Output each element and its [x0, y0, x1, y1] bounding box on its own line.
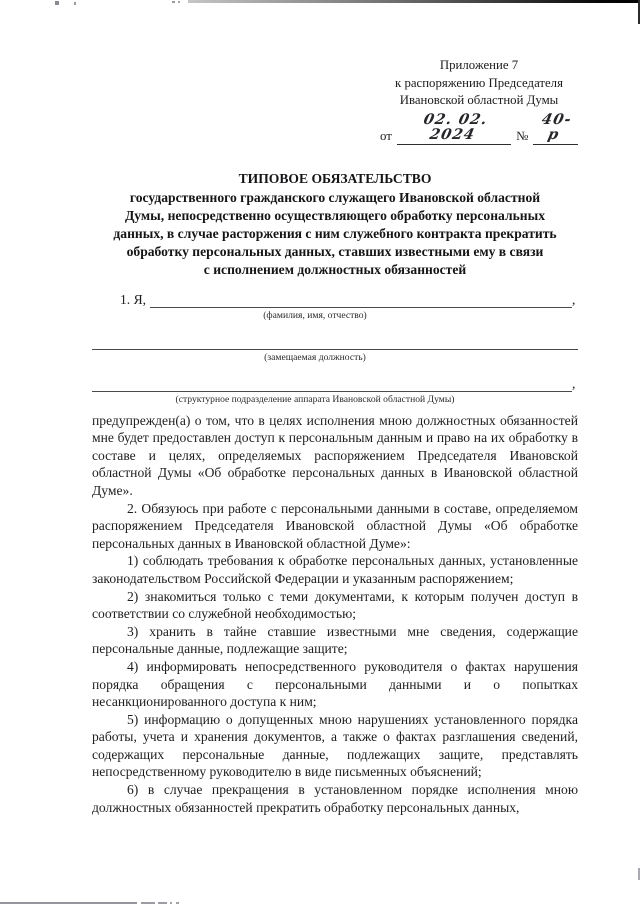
scan-artifact-bottom-line: [0, 902, 137, 904]
position-caption: (замещаемая должность): [264, 351, 366, 363]
scan-artifact-bottom-dot: [176, 902, 179, 904]
trailing-comma: ,: [572, 375, 576, 391]
stamp-appendix-line: Приложение 7: [439, 58, 519, 72]
form-gap: [92, 363, 578, 377]
scan-artifact-speck: [55, 1, 59, 5]
title-line: обработку персональных данных, ставших известными ему в связи: [126, 244, 544, 260]
division-row: [92, 377, 578, 392]
paragraph-subclause-3: 3) хранить в тайне ставшие известными мне сведения, содержащие персональные данные, подлежащие защите;: [92, 623, 578, 657]
paragraph-clause-2: 2. Обязуюсь при работе с персональными данными в составе, определяемом распоряжением Председателя Ивановской областной Думы «Об обработке персональных данных в Ивановской областной Думе»:: [92, 500, 578, 551]
scan-artifact-bottom-dash: [141, 902, 155, 904]
date-prefix-label: от: [380, 128, 392, 143]
title-line: государственного гражданского служащего Ивановской областной: [129, 189, 541, 205]
document-body: [92, 412, 578, 817]
approval-stamp-block: [380, 57, 578, 145]
paragraph-subclause-1: 1) соблюдать требования к обработке персональных данных, установленные законодательством Российской Федерации и указанным распоряжением;: [92, 553, 578, 586]
title-line: данных, в случае расторжения с ним служебного контракта прекратить: [113, 225, 557, 241]
document-title: [92, 170, 578, 279]
fill-in-form: [92, 293, 578, 405]
paragraph-subclause-4: 4) информировать непосредственного руководителя о фактах нарушения порядка обращения с персональными данными и о попытках несанкционированного доступа к ним;: [92, 658, 578, 710]
name-row: [92, 293, 578, 308]
title-line: с исполнением должностных обязанностей: [203, 262, 467, 278]
paragraph-subclause-6: 6) в случае прекращения в установленном порядке исполнения мною должностных обязанностей прекратить обработку персональных данных,: [92, 782, 578, 815]
form-gap: [92, 321, 578, 335]
clause-intro-label: 1. Я,: [120, 291, 147, 307]
number-sign-label: №: [516, 128, 529, 143]
document-content: [92, 0, 578, 816]
stamp-authority-line: Ивановской областной Думы: [399, 93, 559, 108]
trailing-comma: ,: [572, 291, 576, 307]
division-caption: (структурное подразделение аппарата Ивановской областной Думы): [175, 393, 455, 405]
paragraph-subclause-5: 5) информацию о допущенных мною нарушениях установленного порядка работы, учета и хранения документов, а также о фактах разглашения сведений, содержащих персональные данные, подлежащих защите, представлять непосредственному руководителю в виде письменных объяснений;: [92, 711, 578, 780]
full-name-caption: (фамилия, имя, отчество): [263, 309, 367, 321]
handwritten-number-field: [533, 112, 578, 146]
title-line: Думы, непосредственно осуществляющего обработку персональных: [124, 207, 546, 223]
handwritten-date: 02. 02. 2024: [421, 110, 490, 143]
handwritten-date-field: [397, 112, 511, 146]
scan-artifact-bottom-dash: [158, 902, 167, 904]
position-blank-line: [92, 335, 578, 350]
full-name-blank-line: [150, 293, 572, 308]
paragraph-warning: предупрежден(а) о том, что в целях исполнения мною должностных обязанностей мне будет предоставлен доступ к персональным данным и право на их обработку в составе и целях, определяемых распоряжением Председателя Ивановской областной Думы «Об обработке персональных данных в Ивановской областной Думе».: [92, 412, 578, 498]
scan-artifact-speck: [74, 2, 76, 5]
title-line: ТИПОВОЕ ОБЯЗАТЕЛЬСТВО: [238, 171, 432, 187]
stamp-date-row: [380, 112, 578, 146]
position-row: [92, 335, 578, 350]
paragraph-subclause-2: 2) знакомиться только с теми документами, к которым получен доступ в соответствии со служебной необходимостью;: [92, 588, 578, 622]
stamp-order-line: к распоряжению Председателя: [395, 75, 563, 90]
division-blank-line: [92, 377, 572, 392]
handwritten-number: 40-р: [540, 110, 574, 143]
scan-artifact-bottom-dot: [170, 902, 172, 904]
